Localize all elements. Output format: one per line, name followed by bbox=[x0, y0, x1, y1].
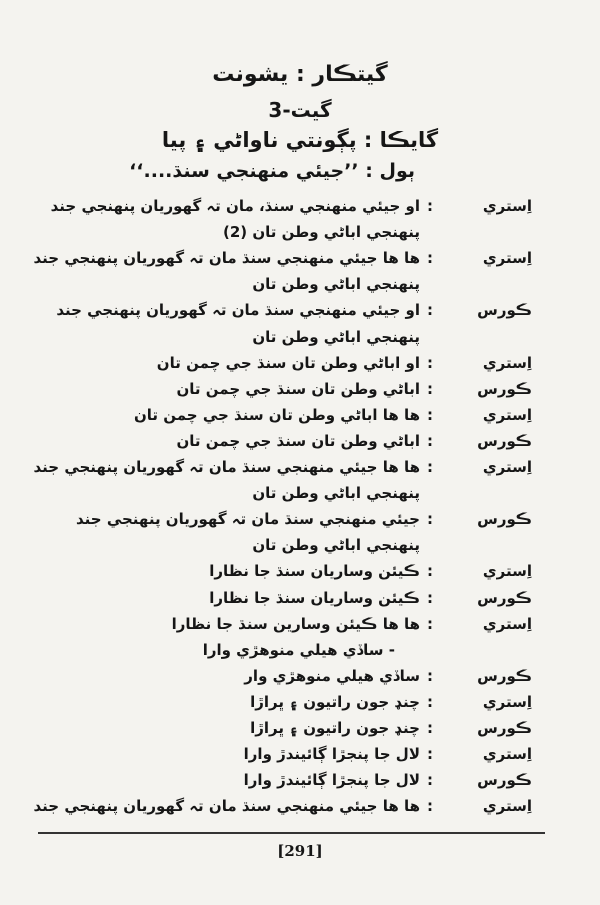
lyric-text: ها ها جيئي منهنجي سنڌ مان تہ گهوريان پنهنجي جند bbox=[33, 249, 420, 268]
lyric-text: ها ها ڪيئن وسارين سنڌ جا نظارا bbox=[171, 614, 420, 633]
speaker-colon: : bbox=[427, 666, 433, 685]
song-number-heading: گيت-3 bbox=[268, 98, 332, 122]
lyric-text: اباڻي وطن تان سنڌ جي چمن تان bbox=[176, 379, 420, 398]
lyric-text: چنډ جون راتيون ۽ ڀراڙا bbox=[250, 692, 420, 711]
speaker-label: ڪورس bbox=[477, 431, 532, 450]
speaker-label: ڪورس bbox=[477, 588, 532, 607]
page-number: [291] bbox=[277, 842, 323, 860]
lyric-line bbox=[30, 536, 580, 560]
speaker-colon: : bbox=[427, 692, 433, 711]
lyric-text: پنهنجي اباڻي وطن تان bbox=[252, 484, 420, 503]
speaker-label: اِستري bbox=[482, 562, 532, 581]
lyric-line bbox=[30, 406, 580, 430]
lyric-text: ڪيئن وساريان سنڌ جا نظارا bbox=[209, 562, 420, 581]
lyric-line bbox=[30, 275, 580, 299]
lyric-text: اباڻي وطن تان سنڌ جي چمن تان bbox=[176, 431, 420, 450]
speaker-label: ڪورس bbox=[477, 719, 532, 737]
lyric-text: او اباڻي وطن تان سنڌ جي چمن تان bbox=[156, 353, 420, 372]
speaker-colon: : bbox=[427, 197, 433, 215]
lyric-line bbox=[30, 249, 580, 273]
lyric-text: پنهنجي اباڻي وطن تان bbox=[252, 275, 420, 294]
lyric-line bbox=[30, 432, 580, 456]
lyric-text: لال جا پنجڙا ڳائيندڙ وارا bbox=[243, 745, 420, 764]
speaker-label: اِستري bbox=[482, 249, 532, 268]
speaker-colon: : bbox=[427, 797, 433, 816]
speaker-colon: : bbox=[427, 510, 433, 529]
speaker-colon: : bbox=[427, 745, 433, 764]
lyric-text: ها ها جيئي منهنجي سنڌ مان تہ گهوريان پنهنجي جند bbox=[33, 458, 420, 476]
lyric-line bbox=[30, 719, 580, 743]
singers-heading: گايڪا : پڳونتي ناواڻي ۽ پيا bbox=[161, 128, 439, 152]
lyric-line bbox=[30, 589, 580, 613]
lyric-line bbox=[30, 562, 580, 586]
speaker-label: ڪورس bbox=[477, 379, 532, 398]
speaker-label: اِستري bbox=[482, 745, 532, 764]
speaker-colon: : bbox=[427, 431, 433, 450]
lyric-line bbox=[30, 510, 580, 534]
speaker-label: ڪورس bbox=[477, 771, 532, 790]
lyric-line bbox=[30, 223, 580, 247]
lyric-text: پنهنجي اباڻي وطن تان bbox=[252, 327, 420, 346]
lyric-line bbox=[30, 458, 580, 482]
lyric-text: او جيئي منهنجي سنڌ، مان تہ گهوريان پنهنجي جند bbox=[50, 197, 420, 215]
lyric-text: - ساڏي هيلي منوهڙي وارا bbox=[202, 640, 395, 659]
speaker-label: اِستري bbox=[482, 458, 532, 476]
song-title-heading: ٻول : ’’جيئي منهنجي سنڌ....‘‘ bbox=[129, 160, 415, 182]
lyric-line bbox=[30, 301, 580, 325]
speaker-colon: : bbox=[427, 405, 433, 424]
lyric-line bbox=[30, 197, 580, 221]
lyric-text: پنهنجي اباڻي وطن تان (2) bbox=[222, 223, 420, 242]
speaker-colon: : bbox=[427, 614, 433, 633]
speaker-label: اِستري bbox=[482, 614, 532, 633]
lyric-text: لال جا پنجڙا ڳائيندڙ وارا bbox=[243, 771, 420, 790]
speaker-colon: : bbox=[427, 353, 433, 372]
speaker-label: اِستري bbox=[482, 353, 532, 372]
lyric-text: ها ها جيئي منهنجي سنڌ مان تہ گهوريان پنهنجي جند bbox=[33, 797, 420, 816]
lyric-line bbox=[30, 667, 580, 691]
speaker-label: اِستري bbox=[482, 692, 532, 711]
speaker-label: اِستري bbox=[482, 797, 532, 816]
lyricist-heading: گيتڪار : يشونت bbox=[212, 62, 388, 87]
lyric-line bbox=[30, 354, 580, 378]
lyric-text: پنهنجي اباڻي وطن تان bbox=[252, 536, 420, 555]
lyric-line bbox=[30, 641, 580, 665]
lyric-text: او جيئي منهنجي سنڌ مان تہ گهوريان پنهنجي جند bbox=[56, 301, 420, 320]
speaker-colon: : bbox=[427, 458, 433, 476]
speaker-colon: : bbox=[427, 588, 433, 607]
lyric-text: ڪيئن وساريان سنڌ جا نظارا bbox=[209, 588, 420, 607]
speaker-colon: : bbox=[427, 249, 433, 268]
speaker-colon: : bbox=[427, 379, 433, 398]
lyric-text: ها ها اباڻي وطن تان سنڌ جي چمن تان bbox=[133, 405, 420, 424]
lyric-line bbox=[30, 797, 580, 821]
lyric-line bbox=[30, 693, 580, 717]
speaker-colon: : bbox=[427, 771, 433, 790]
speaker-label: ڪورس bbox=[477, 510, 532, 529]
lyric-line bbox=[30, 328, 580, 352]
lyric-line bbox=[30, 615, 580, 639]
speaker-label: ڪورس bbox=[477, 301, 532, 320]
speaker-label: اِستري bbox=[482, 197, 532, 215]
lyric-line bbox=[30, 484, 580, 508]
lyric-text: چنډ جون راتيون ۽ ڀراڙا bbox=[250, 719, 420, 737]
speaker-colon: : bbox=[427, 719, 433, 737]
lyric-line bbox=[30, 771, 580, 795]
speaker-label: اِستري bbox=[482, 405, 532, 424]
speaker-label: ڪورس bbox=[477, 666, 532, 685]
lyric-line bbox=[30, 380, 580, 404]
lyric-line bbox=[30, 745, 580, 769]
speaker-colon: : bbox=[427, 562, 433, 581]
footer-rule bbox=[38, 832, 545, 834]
lyric-text: ساڏي هيلي منوهڙي وار bbox=[244, 666, 420, 685]
lyric-text: جيئي منهنجي سنڌ مان تہ گهوريان پنهنجي جند bbox=[76, 510, 420, 529]
speaker-colon: : bbox=[427, 301, 433, 320]
